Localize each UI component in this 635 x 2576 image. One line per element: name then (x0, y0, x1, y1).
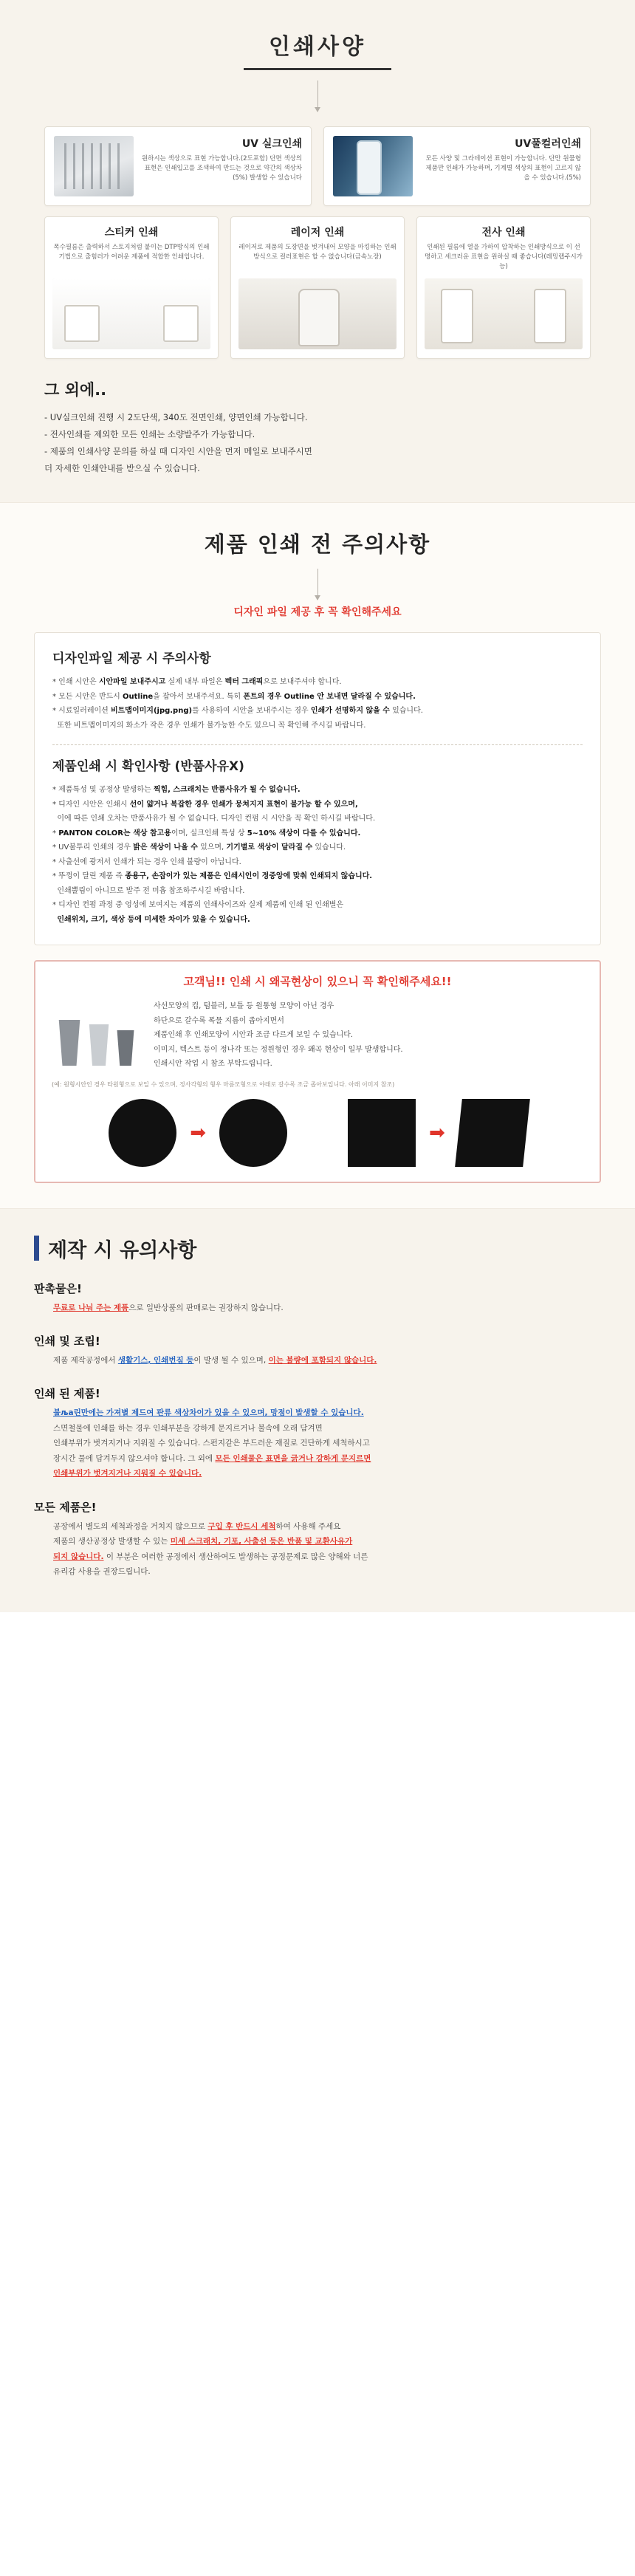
warning-line: 제품인쇄 후 인쇄모양이 시안과 조금 다르게 보일 수 있습니다. (154, 1031, 354, 1039)
bullet-item: * 인쇄 시안은 시안파일 보내주시고 실제 내부 파일은 벡터 그래픽으로 보내주셔야 합니다. (52, 678, 342, 686)
card-description: 모든 사양 및 그라데이션 표현이 가능합니다. 단만 원물형 제품만 인쇄가 가능하며, 기계별 색상의 표현이 고르지 않을 수 있습니다.(5%) (425, 155, 581, 182)
bullet-item: 이에 따른 인쇄 오차는 반품사유가 될 수 없습니다. 디자인 컨펌 시 시안을 꼭 확인 하시길 바랍니다. (52, 815, 376, 823)
section-pre-print-notice (0, 502, 635, 1208)
arrow-right-icon-2: ➡ (429, 1121, 445, 1144)
bullet-item: * 제품특성 및 공정상 발생하는 찍힘, 스크래치는 반품사유가 될 수 없습니다. (52, 786, 301, 794)
card-heading: 레이저 인쇄 (290, 227, 345, 239)
section2-title: 제품 인쇄 전 주의사항 (204, 532, 431, 557)
bullet-item: * 뚜껑이 달린 제품 즉 종용구, 손잡이가 있는 제품은 인쇄시인이 정중앙에 맞춰 인쇄되지 않습니다. (52, 872, 373, 880)
uv-fullcolor-photo (333, 136, 413, 196)
block-heading: 인쇄 된 제품! (34, 1387, 100, 1401)
square-shape-distorted (455, 1099, 530, 1167)
bullet-item: 또한 비트맵이미지의 화소가 작은 경우 인쇄가 불가능한 수도 있으니 꼭 확인해 주시길 바랍니다. (52, 721, 366, 730)
bullet-item: * 사출선에 광저서 인쇄가 되는 경우 인쇄 불량이 아닙니다. (52, 857, 241, 866)
block-all-products (0, 1499, 635, 1580)
laser-tumbler-photo (238, 278, 397, 349)
circle-shape-original (109, 1099, 176, 1167)
card-uv-silk (44, 126, 312, 206)
block-line: 유리감 사용을 권장드립니다. (53, 1567, 151, 1577)
card-heading: UV풀컬러인쇄 (515, 138, 581, 150)
card-description: 인쇄된 필름에 열을 가하여 압착하는 인쇄방식으로 이 선명하고 세크러운 표현을 원하실 때 좋습니다(레밍랩주시가능) (425, 244, 583, 271)
card-heading: UV 실크인쇄 (241, 138, 302, 150)
card-description: 원하시는 색상으로 표현 가능합니다.(2도포함) 단면 색상의 표현은 인쇄입고를 조색하여 만드는 것으로 약간의 색상차(5%) 발생할 수 있습니다 (141, 155, 302, 182)
etc-heading: 그 외에.. (44, 381, 107, 399)
bullet-item: * PANTON COLOR는 색상 참고용이며, 실크인쇄 특성 상 5~10% 색상이 다를 수 있습니다. (52, 829, 361, 837)
top-card-list (0, 116, 635, 206)
card-description: 레이저로 제품의 도장면을 벗겨내어 모양을 마킹하는 인쇄방식으로 컬러표현은 할 수 없습니다(금속노장) (238, 244, 397, 261)
block-line: 공장에서 별도의 세척과정을 거치지 않으므로 구입 후 반드시 세척하여 사용해 주세요 (53, 1521, 341, 1531)
warning-line: 이미지, 텍스트 등이 정나각 또는 정원형인 경우 왜곡 현상이 일부 발생합니다. (154, 1045, 403, 1054)
section-production-notice (0, 1208, 635, 1612)
bullet-item: 인쇄뿔림이 아니므로 발주 전 미흡 참조하주시길 바랍니다. (52, 886, 245, 895)
block-line: 되지 않습니다. 이 부분은 여러한 공정에서 생산하여도 발생하는 공정문제로 많은 양해와 너른 (53, 1552, 368, 1561)
bullet-item: * 시료일러레이션 비트맵이미지(jpg.png)를 사용하여 시안을 보내주시는 경우 인쇄가 선명하지 않을 수 있습니다. (52, 707, 423, 715)
card-heading: 전사 인쇄 (481, 227, 526, 239)
block-heading: 모든 제품은! (34, 1500, 97, 1514)
etc-item: - 제품의 인쇄사양 문의를 하실 때 디자인 시안을 먼저 메일로 보내주시면 (44, 446, 312, 456)
block-line: 무료로 나눠 주는 제품으로 일반상품의 판매로는 권장하지 않습니다. (53, 1303, 284, 1312)
bullet-item: 인쇄위치, 크기, 색상 등에 미세한 차이가 있을 수 있습니다. (57, 915, 250, 924)
transfer-can-photo (425, 278, 583, 349)
bullet-item: * UV불투리 인쇄의 경우 밝은 색상이 나올 수 있으며, 기기별로 색상이 달라질 수 있습니다. (52, 843, 346, 852)
bottom-card-list (0, 206, 635, 359)
block-line: 장시간 물에 담겨두지 않으셔야 합니다. 그 외에 모든 인쇄물은 표면을 긁거나 강하게 문지르면 (53, 1453, 371, 1463)
warning-heading: 고객님!! 인쇄 시 왜곡현상이 있으니 꼭 확인해주세요!! (183, 975, 452, 988)
warning-text (154, 999, 583, 1072)
sticker-mug-photo (52, 278, 210, 349)
block-heading: 인쇄 및 조립! (34, 1334, 100, 1348)
card-transfer-print (416, 216, 591, 359)
distortion-shape-examples (52, 1099, 583, 1167)
section-print-spec (0, 0, 635, 502)
title-underline (244, 68, 391, 70)
warning-line: 하단으로 갈수록 폭물 지름이 좁아지면서 (154, 1016, 284, 1025)
circle-shape-distorted (219, 1099, 287, 1167)
card-laser-print (230, 216, 405, 359)
tapered-cup-illustration (52, 999, 140, 1066)
divider (52, 744, 583, 745)
section3-title: 제작 시 유의사항 (48, 1239, 197, 1262)
block-printed-product (0, 1385, 635, 1481)
panel-heading: 디자인파일 제공 시 주의사항 (52, 651, 211, 666)
bullet-item: * 디자인 컨펌 과정 중 엉성에 보여지는 제품의 인쇄사이즈와 실제 제품에 인쇄 된 인쇄별은 (52, 901, 344, 909)
etc-item: 더 자세한 인쇄안내를 받으실 수 있습니다. (44, 463, 200, 473)
etc-item: - UV실크인쇄 진행 시 2도단색, 340도 전면인쇄, 양면인쇄 가능합니다. (44, 412, 308, 422)
block-promo-goods (0, 1281, 635, 1315)
card-sticker-print (44, 216, 219, 359)
block-line: 인쇄부위가 벗겨지거나 지워질 수 있습니다. (53, 1469, 202, 1479)
card-description: 폭수필름은 출력하서 스토지처럼 붙이는 DTP방식의 인쇄기법으로 출힘러가 어려운 제품에 적합한 인쇄입니다. (53, 244, 210, 261)
block-heading: 판촉물은! (34, 1281, 82, 1295)
etc-notice-block (0, 359, 635, 477)
block-line: 불ља린만에는 가져별 제드여 판류 색상차이가 있을 수 있으며, 망점이 발생할 수 있습니다. (53, 1408, 364, 1418)
panel-heading-2: 제품인쇄 시 확인사항 (반품사유X) (52, 759, 244, 774)
card-uv-fullcolor (323, 126, 591, 206)
bullet-item: * 모든 시안은 반드시 Outline을 잡아서 보내주셔요. 특히 폰트의 경우 Outline 안 보내면 달라질 수 있습니다. (52, 692, 416, 701)
block-line: 제품 제작공정에서 생활기스, 인쇄번짐 등이 발생 될 수 있으며, 이는 불량에 포함되지 않습니다. (53, 1355, 377, 1365)
etc-item: - 전사인쇄를 제외한 모든 인쇄는 소량발주가 가능합니다. (44, 429, 255, 439)
warning-note: (예: 원형시안인 경우 타원형으로 보일 수 있으며, 정사각형의 형우 마름모형으로 야래로 갈수록 조금 좁아보입니다. 아래 이미지 참조) (52, 1080, 395, 1088)
uv-silk-photo (54, 136, 134, 196)
block-print-assembly (0, 1333, 635, 1368)
accent-bar (34, 1236, 39, 1261)
panel-design-file-notice (34, 632, 601, 945)
block-line: 스면철물에 인쇄를 하는 경우 인쇄부분을 강하게 문지르거나 불속에 오래 담겨면 (53, 1423, 323, 1433)
panel-distortion-warning (34, 960, 601, 1183)
arrow-right-icon: ➡ (190, 1121, 206, 1144)
warning-line: 사선모양의 컵, 텀블러, 보틀 등 원통형 모양이 아닌 경우 (154, 1002, 334, 1010)
block-line: 인쇄부위가 벗겨지거나 지워질 수 있습니다. 스펀지같은 부드러운 재질로 건단하게 세척하시고 (53, 1439, 370, 1448)
page-title: 인쇄사양 (269, 34, 366, 60)
bullet-item: * 디자인 시안은 인쇄시 선이 얇거나 복잡한 경우 인쇄가 뭉쳐지지 표현이 불가능 할 수 있으며, (52, 800, 358, 809)
block-line: 제품의 생산공정상 발생할 수 있는 미세 스크래치, 기포, 사출선 등은 반품 및 교환사유가 (53, 1537, 353, 1546)
square-shape-original (348, 1099, 416, 1167)
warning-line: 인쇄시안 작업 시 참조 부탁드립니다. (154, 1060, 272, 1068)
card-heading: 스티커 인쇄 (104, 227, 159, 239)
section2-subtitle: 디자인 파일 제공 후 꼭 확인해주세요 (233, 606, 402, 618)
